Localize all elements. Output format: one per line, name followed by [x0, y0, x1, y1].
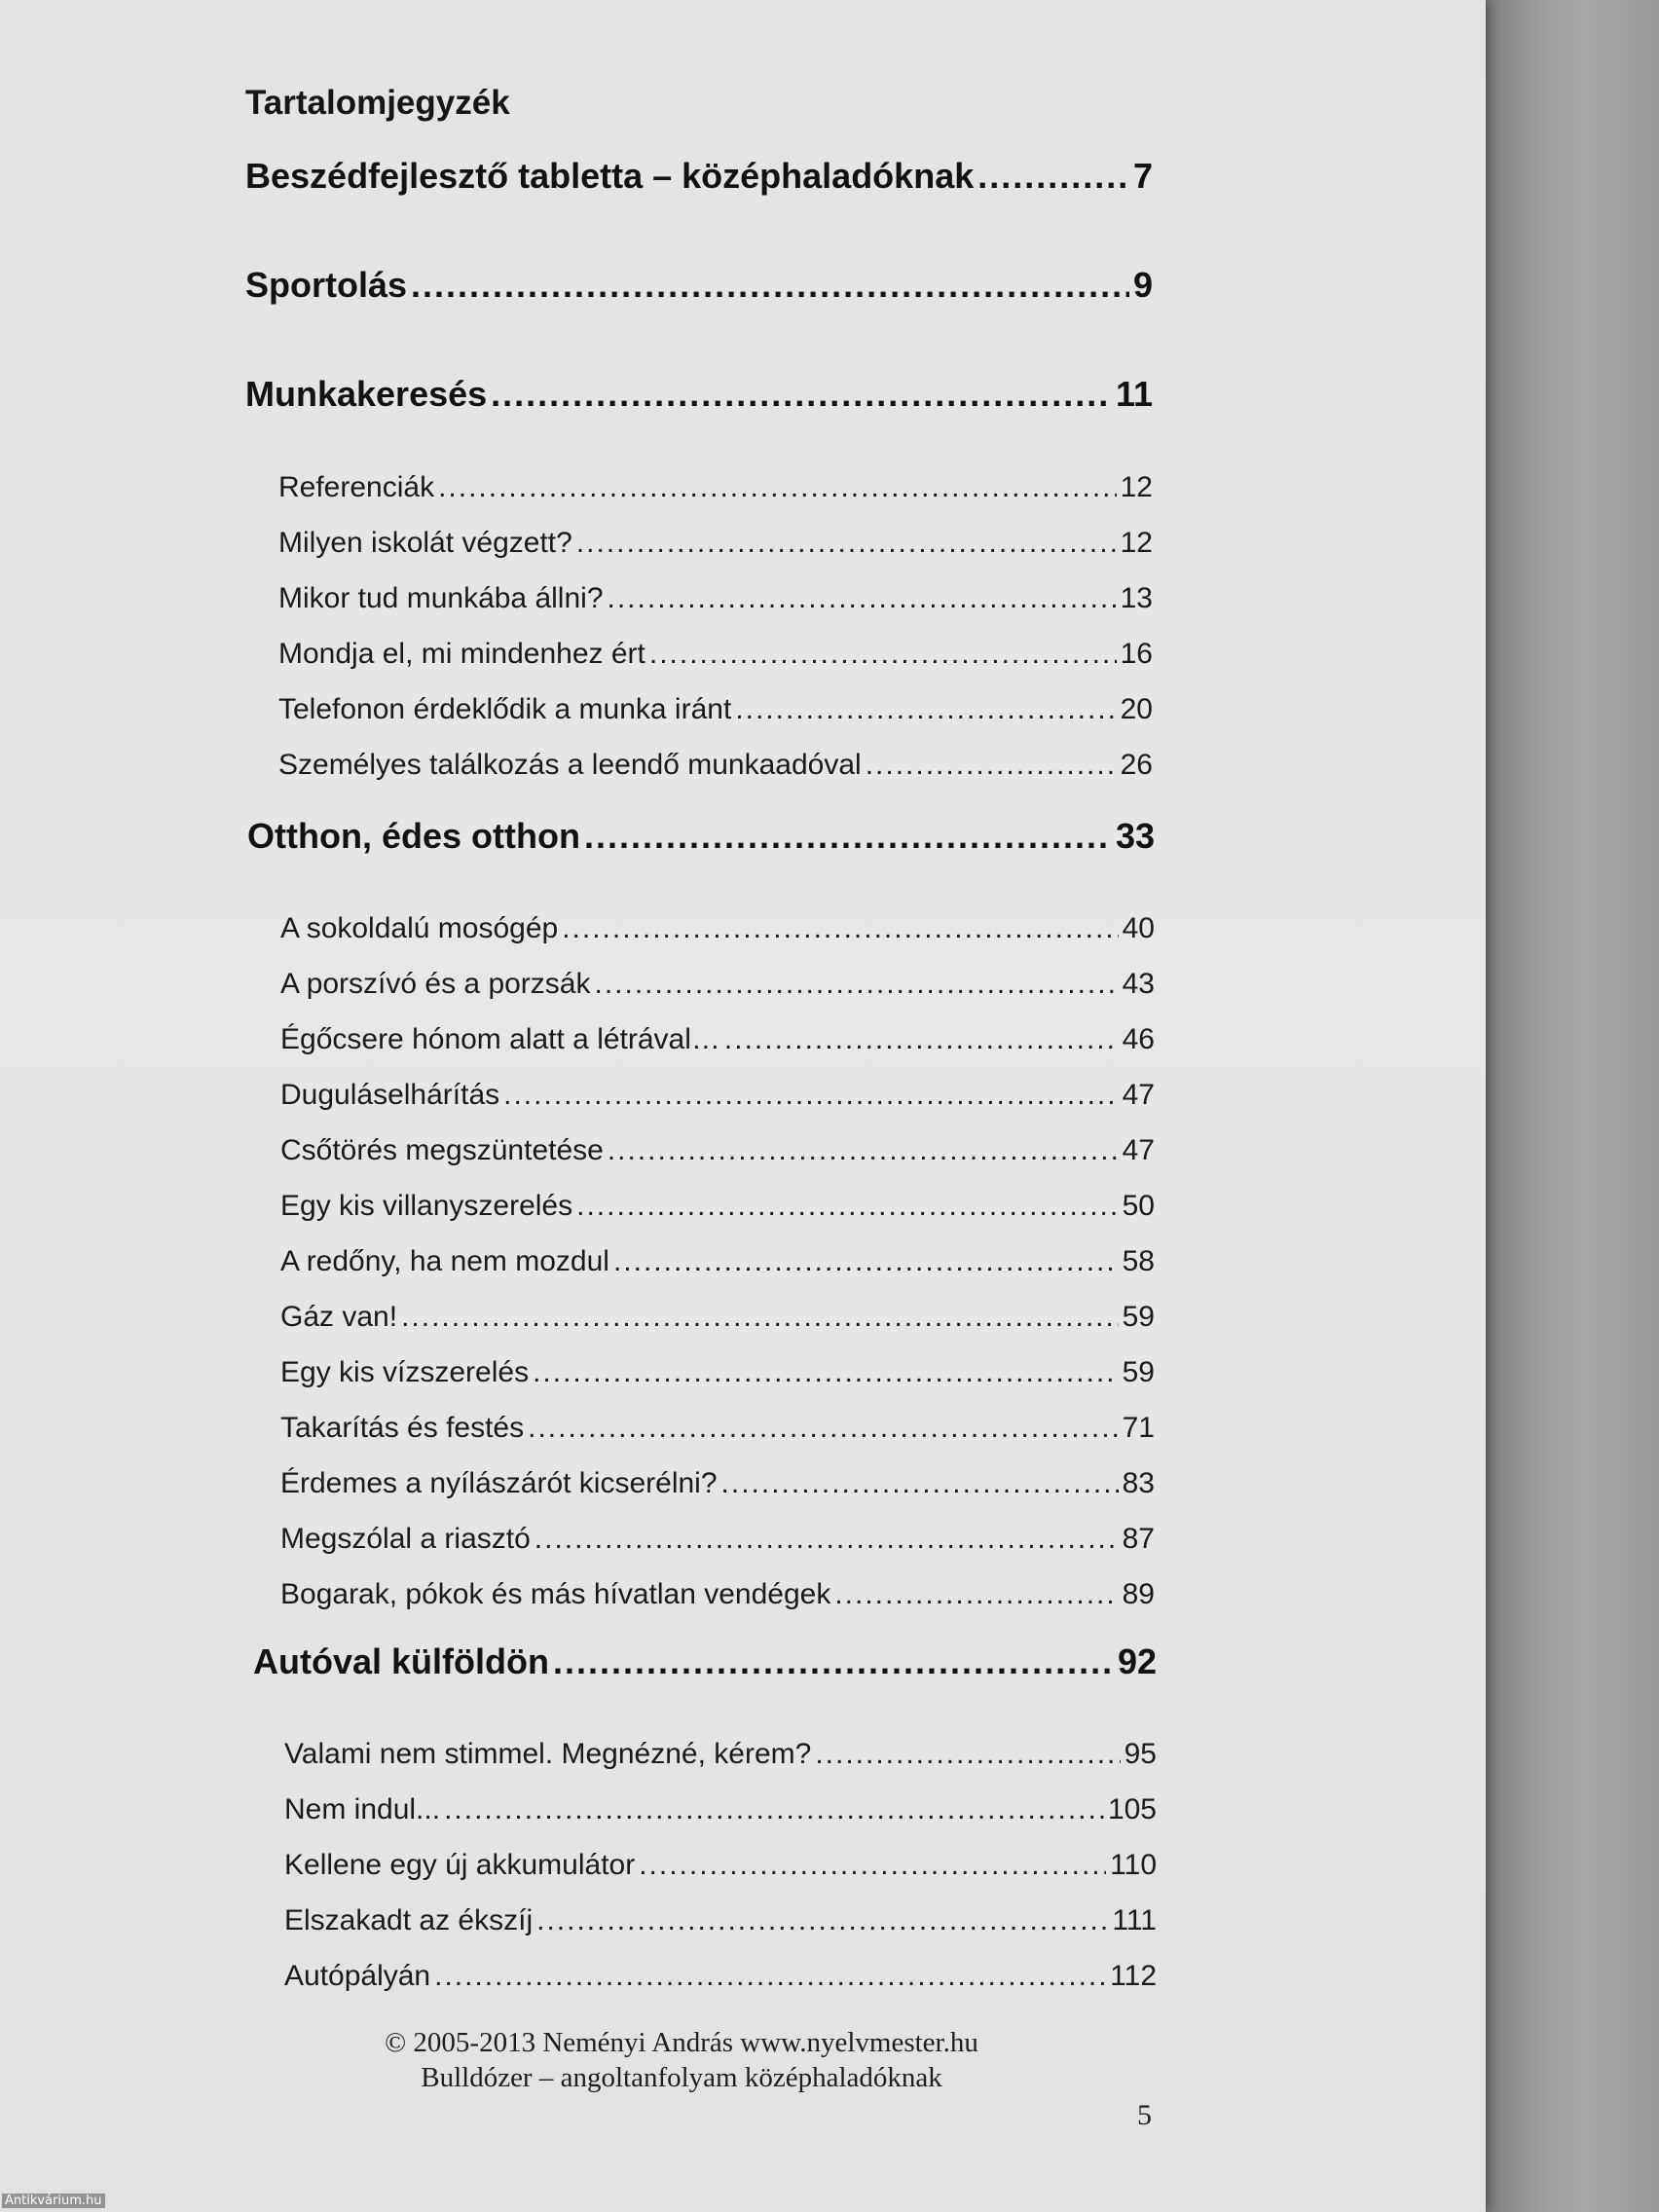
dot-leader: [735, 693, 1116, 726]
toc-entry-page-number: 87: [1122, 1523, 1155, 1555]
toc-section-entry: [280, 1412, 1155, 1445]
toc-entry-page-number: 95: [1124, 1738, 1157, 1770]
toc-entry-label: Otthon, édes otthon: [247, 816, 580, 856]
toc-entry-page-number: 105: [1107, 1793, 1157, 1825]
dot-leader: [491, 374, 1112, 415]
toc-entry-page-number: 20: [1120, 693, 1153, 725]
toc-entry-label: Duguláselhárítás: [280, 1079, 500, 1111]
page-number: 5: [1137, 2099, 1152, 2131]
toc-entry-label: Személyes találkozás a leendő munkaadóval: [278, 749, 862, 781]
dot-leader: [584, 816, 1112, 857]
dot-leader: [649, 638, 1117, 671]
toc-section-entry: [284, 1793, 1157, 1826]
toc-entry-page-number: 26: [1120, 749, 1153, 781]
toc-entry-label: A redőny, ha nem mozdul: [280, 1245, 609, 1277]
toc-section-entry: [280, 1245, 1155, 1278]
dot-leader: [834, 1578, 1118, 1611]
toc-entry-label: Érdemes a nyílászárót kicserélni?: [280, 1467, 718, 1499]
toc-section-entry: [278, 638, 1153, 671]
toc-entry-label: Autópályán: [284, 1960, 431, 1992]
toc-section-entry: [278, 582, 1153, 615]
dot-leader: [411, 265, 1129, 306]
toc-entry-page-number: 58: [1122, 1245, 1155, 1277]
toc-section-entry: [278, 471, 1153, 504]
dot-leader: [434, 1960, 1106, 1993]
toc-section-entry: [280, 1356, 1155, 1389]
footer-book-title: Bulldózer – angoltanfolyam középhaladóknak: [421, 2062, 942, 2093]
toc-entry-label: Mikor tud munkába állni?: [278, 582, 604, 614]
toc-chapter-entry: [247, 816, 1155, 857]
toc-section-entry: [280, 968, 1155, 1001]
toc-entry-label: Autóval külföldön: [253, 1641, 549, 1681]
toc-entry-label: Valami nem stimmel. Megnézné, kérem?: [284, 1738, 812, 1770]
toc-entry-page-number: 43: [1122, 968, 1155, 1000]
toc-entry-label: Nem indul...: [284, 1793, 441, 1825]
toc-section-entry: [280, 912, 1155, 945]
dot-leader: [401, 1301, 1119, 1334]
toc-entry-label: A sokoldalú mosógép: [280, 912, 559, 944]
toc-section-entry: [284, 1904, 1157, 1937]
toc-section-entry: [284, 1738, 1157, 1771]
dot-leader: [576, 1190, 1119, 1223]
toc-entry-page-number: 59: [1122, 1356, 1155, 1388]
dot-leader: [535, 1523, 1119, 1556]
toc-entry-page-number: 12: [1120, 471, 1153, 503]
dot-leader: [595, 968, 1119, 1001]
toc-entry-label: Referenciák: [278, 471, 435, 503]
footer-copyright: © 2005-2013 Neményi András www.nyelvmester.hu: [385, 2027, 978, 2058]
toc-entry-label: Megszólal a riasztó: [280, 1523, 531, 1555]
toc-entry-label: Egy kis vízszerelés: [280, 1356, 530, 1388]
toc-entry-page-number: 112: [1110, 1960, 1157, 1992]
toc-entry-page-number: 47: [1122, 1079, 1155, 1111]
toc-entry-page-number: 16: [1120, 638, 1153, 670]
toc-entry-label: Csőtörés megszüntetése: [280, 1134, 604, 1166]
toc-entry-label: Gáz van!: [280, 1301, 398, 1333]
dot-leader: [562, 912, 1118, 945]
dot-leader: [533, 1356, 1119, 1389]
dot-leader: [608, 582, 1117, 615]
toc-entry-label: Egy kis villanyszerelés: [280, 1190, 573, 1222]
toc-chapter-entry: [245, 156, 1153, 197]
toc-section-entry: [280, 1301, 1155, 1334]
toc-entry-page-number: 47: [1122, 1134, 1155, 1166]
toc-entry-label: Bogarak, pókok és más hívatlan vendégek: [280, 1578, 831, 1610]
dot-leader: [866, 749, 1117, 782]
toc-entry-label: Sportolás: [245, 265, 408, 305]
toc-entry-label: A porszívó és a porzsák: [280, 968, 591, 1000]
toc-section-entry: [284, 1849, 1157, 1882]
toc-chapter-entry: [245, 265, 1153, 306]
toc-entry-page-number: 110: [1110, 1849, 1157, 1881]
toc-entry-page-number: 89: [1122, 1578, 1155, 1610]
toc-section-entry: [278, 693, 1153, 726]
toc-title: Tartalomjegyzék: [245, 84, 510, 122]
footer: [253, 2025, 1110, 2095]
toc-section-entry: [278, 527, 1153, 560]
toc-entry-page-number: 46: [1122, 1023, 1155, 1055]
dot-leader: [528, 1412, 1119, 1445]
toc-section-entry: [280, 1079, 1155, 1112]
dot-leader: [613, 1245, 1119, 1278]
background-surface: [1480, 0, 1659, 2212]
toc-entry-label: Elszakadt az ékszíj: [284, 1904, 534, 1936]
toc-entry-page-number: 92: [1117, 1641, 1157, 1681]
toc-section-entry: [280, 1190, 1155, 1223]
toc-section-entry: [280, 1134, 1155, 1167]
dot-leader: [536, 1904, 1108, 1937]
dot-leader: [724, 1023, 1119, 1056]
dot-leader: [815, 1738, 1120, 1771]
toc-section-entry: [278, 749, 1153, 782]
dot-leader: [553, 1641, 1114, 1682]
toc-entry-page-number: 40: [1122, 912, 1155, 944]
toc-section-entry: [284, 1960, 1157, 1993]
toc-entry-label: Milyen iskolát végzett?: [278, 527, 572, 559]
toc-entry-label: Mondja el, mi mindenhez ért: [278, 638, 645, 670]
toc-entry-page-number: 12: [1120, 527, 1153, 559]
toc-entry-page-number: 83: [1122, 1467, 1155, 1499]
dot-leader: [444, 1793, 1104, 1826]
toc-entry-label: Kellene egy új akkumulátor: [284, 1849, 636, 1881]
toc-entry-page-number: 50: [1122, 1190, 1155, 1222]
toc-section-entry: [280, 1523, 1155, 1556]
watermark: Antikvárium.hu: [2, 2194, 105, 2208]
toc-entry-page-number: 9: [1132, 265, 1153, 305]
toc-section-entry: [280, 1467, 1155, 1500]
toc-entry-page-number: 7: [1132, 156, 1153, 196]
toc-entry-page-number: 11: [1115, 374, 1153, 414]
toc-entry-label: Munkakeresés: [245, 374, 488, 414]
toc-entry-label: Telefonon érdeklődik a munka iránt: [278, 693, 732, 725]
toc-section-entry: [280, 1023, 1155, 1056]
toc-entry-page-number: 13: [1120, 582, 1153, 614]
dot-leader: [503, 1079, 1118, 1112]
dot-leader: [639, 1849, 1106, 1882]
toc-entry-label: Égőcsere hónom alatt a létrával…: [280, 1023, 720, 1055]
toc-entry-page-number: 71: [1122, 1412, 1155, 1444]
dot-leader: [721, 1467, 1119, 1500]
dot-leader: [977, 156, 1129, 197]
toc-entry-page-number: 33: [1115, 816, 1155, 856]
toc-entry-page-number: 111: [1112, 1904, 1157, 1936]
toc-entry-page-number: 59: [1122, 1301, 1155, 1333]
toc-chapter-entry: [253, 1641, 1157, 1682]
dot-leader: [608, 1134, 1119, 1167]
toc-entry-label: Takarítás és festés: [280, 1412, 525, 1444]
toc-chapter-entry: [245, 374, 1153, 415]
dot-leader: [576, 527, 1117, 560]
toc-section-entry: [280, 1578, 1155, 1611]
dot-leader: [438, 471, 1117, 504]
toc-entry-label: Beszédfejlesztő tabletta – középhaladóknak: [245, 156, 975, 196]
